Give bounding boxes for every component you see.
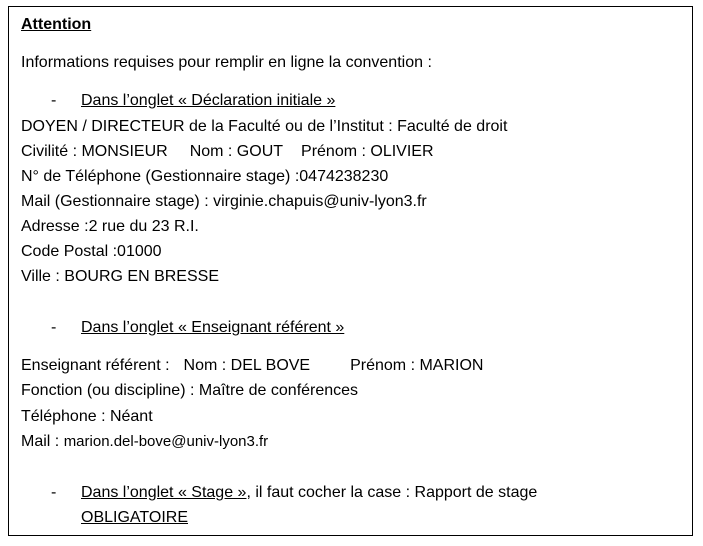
doyen-line: DOYEN / DIRECTEUR de la Faculté ou de l’Institut : Faculté de droit: [21, 118, 508, 135]
code-postal-line: Code Postal :01000: [21, 243, 162, 260]
adresse-line: Adresse :2 rue du 23 R.I.: [21, 218, 199, 235]
civilite-line: [21, 142, 434, 162]
section-3-label: Dans l’onglet « Stage »,: [81, 484, 251, 501]
section-1-heading: Dans l’onglet « Déclaration initiale »: [81, 92, 336, 109]
enseignant-mail-line: [21, 432, 268, 452]
prenom-value: Prénom : OLIVIER: [301, 143, 434, 160]
section-3-continuation: OBLIGATOIRE: [81, 509, 188, 526]
enseignant-mail-label: Mail :: [21, 433, 60, 450]
enseignant-mail-value: marion.del-bove@univ-lyon3.fr: [63, 433, 269, 450]
civilite-value: Civilité : MONSIEUR: [21, 143, 168, 160]
enseignant-telephone-line: Téléphone : Néant: [21, 408, 153, 425]
fonction-line: Fonction (ou discipline) : Maître de conférences: [21, 382, 359, 399]
document-frame: [8, 6, 693, 536]
enseignant-nom: Nom : DEL BOVE: [183, 357, 311, 374]
section-3-heading: [81, 483, 537, 503]
mail-line: Mail (Gestionnaire stage) : virginie.chapuis@univ-lyon3.fr: [21, 193, 427, 210]
enseignant-prenom: Prénom : MARION: [350, 357, 484, 374]
enseignant-label: Enseignant référent :: [21, 357, 170, 374]
section-2-heading: Dans l’onglet « Enseignant référent »: [81, 319, 345, 336]
nom-value: Nom : GOUT: [189, 143, 284, 160]
telephone-line: N° de Téléphone (Gestionnaire stage) :0474238230: [21, 168, 389, 185]
section-2-bullet: -: [51, 319, 57, 336]
section-3-bullet: -: [51, 484, 57, 501]
section-3-suffix: il faut cocher la case : Rapport de stage: [250, 484, 538, 501]
ville-line: Ville : BOURG EN BRESSE: [21, 268, 219, 285]
intro-text: Informations requises pour remplir en ligne la convention :: [21, 54, 432, 71]
section-1-bullet: -: [51, 92, 57, 109]
enseignant-line: [21, 356, 483, 376]
attention-title: Attention: [21, 16, 92, 33]
